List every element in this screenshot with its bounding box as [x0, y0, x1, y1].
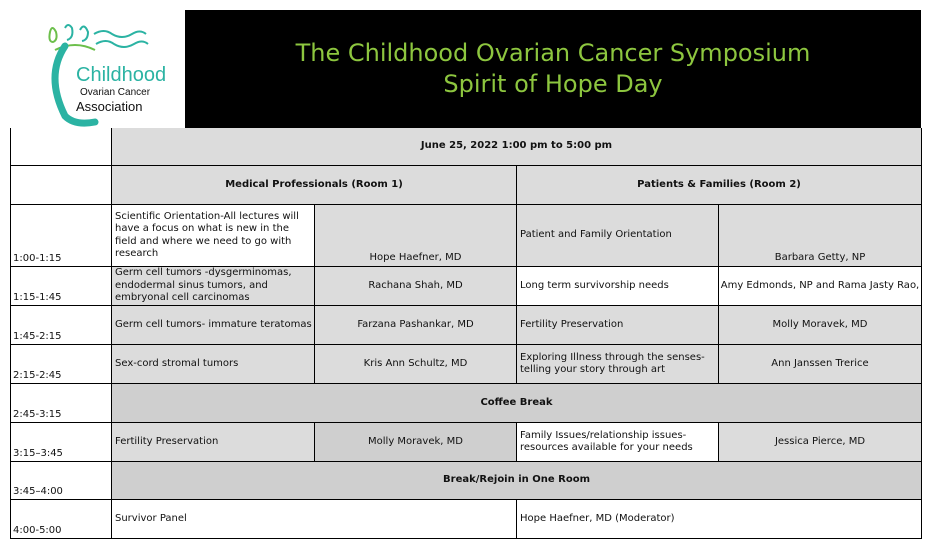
logo-line2: Ovarian Cancer [80, 87, 151, 98]
time-cell: 3:45–4:00 [11, 462, 112, 500]
header-banner [185, 10, 921, 128]
logo-line3: Association [76, 99, 143, 114]
session-speaker: Hope Haefner, MD [315, 205, 517, 267]
schedule-table [10, 128, 922, 539]
logo [10, 10, 185, 128]
time-header-blank-2 [11, 166, 112, 205]
session-topic: Scientific Orientation-All lectures will have a focus on what is new in the field and where we need to go with research [112, 205, 315, 267]
time-cell: 1:00-1:15 [11, 205, 112, 267]
session-topic: Exploring Illness through the senses-telling your story through art [517, 345, 719, 384]
session-topic: Germ cell tumors -dysgerminomas, endodermal sinus tumors, and embryonal cell carcinomas [112, 267, 315, 306]
session-topic: Long term survivorship needs [517, 267, 719, 306]
logo-line1: Childhood [76, 64, 167, 86]
room2-header: Patients & Families (Room 2) [517, 166, 922, 205]
session-topic: Patient and Family Orientation [517, 205, 719, 267]
session-topic: Germ cell tumors- immature teratomas [112, 306, 315, 345]
time-cell: 1:15-1:45 [11, 267, 112, 306]
session-topic: Hope Haefner, MD (Moderator) [517, 500, 922, 539]
session-topic: Sex-cord stromal tumors [112, 345, 315, 384]
time-cell: 1:45-2:15 [11, 306, 112, 345]
date-header: June 25, 2022 1:00 pm to 5:00 pm [112, 128, 922, 166]
symposium-title: The Childhood Ovarian Cancer Symposium [295, 39, 811, 67]
session-topic: Family Issues/relationship issues-resources available for your needs [517, 423, 719, 462]
session-speaker: Farzana Pashankar, MD [315, 306, 517, 345]
session-speaker: Ann Janssen Trerice [719, 345, 922, 384]
session-speaker: Molly Moravek, MD [315, 423, 517, 462]
time-header-blank [11, 128, 112, 166]
symposium-subtitle: Spirit of Hope Day [443, 70, 663, 98]
session-speaker: Jessica Pierce, MD [719, 423, 922, 462]
coffee-break: Coffee Break [112, 384, 922, 423]
session-speaker: Molly Moravek, MD [719, 306, 922, 345]
room1-header: Medical Professionals (Room 1) [112, 166, 517, 205]
break-rejoin: Break/Rejoin in One Room [112, 462, 922, 500]
session-topic: Survivor Panel [112, 500, 517, 539]
time-cell: 3:15–3:45 [11, 423, 112, 462]
session-topic: Fertility Preservation [517, 306, 719, 345]
time-cell: 4:00-5:00 [11, 500, 112, 539]
session-speaker: Amy Edmonds, NP and Rama Jasty Rao, [719, 267, 922, 306]
faces-logo-icon [10, 10, 185, 128]
time-cell: 2:45-3:15 [11, 384, 112, 423]
session-speaker: Rachana Shah, MD [315, 267, 517, 306]
session-topic: Fertility Preservation [112, 423, 315, 462]
session-speaker: Kris Ann Schultz, MD [315, 345, 517, 384]
time-cell: 2:15-2:45 [11, 345, 112, 384]
session-speaker: Barbara Getty, NP [719, 205, 922, 267]
